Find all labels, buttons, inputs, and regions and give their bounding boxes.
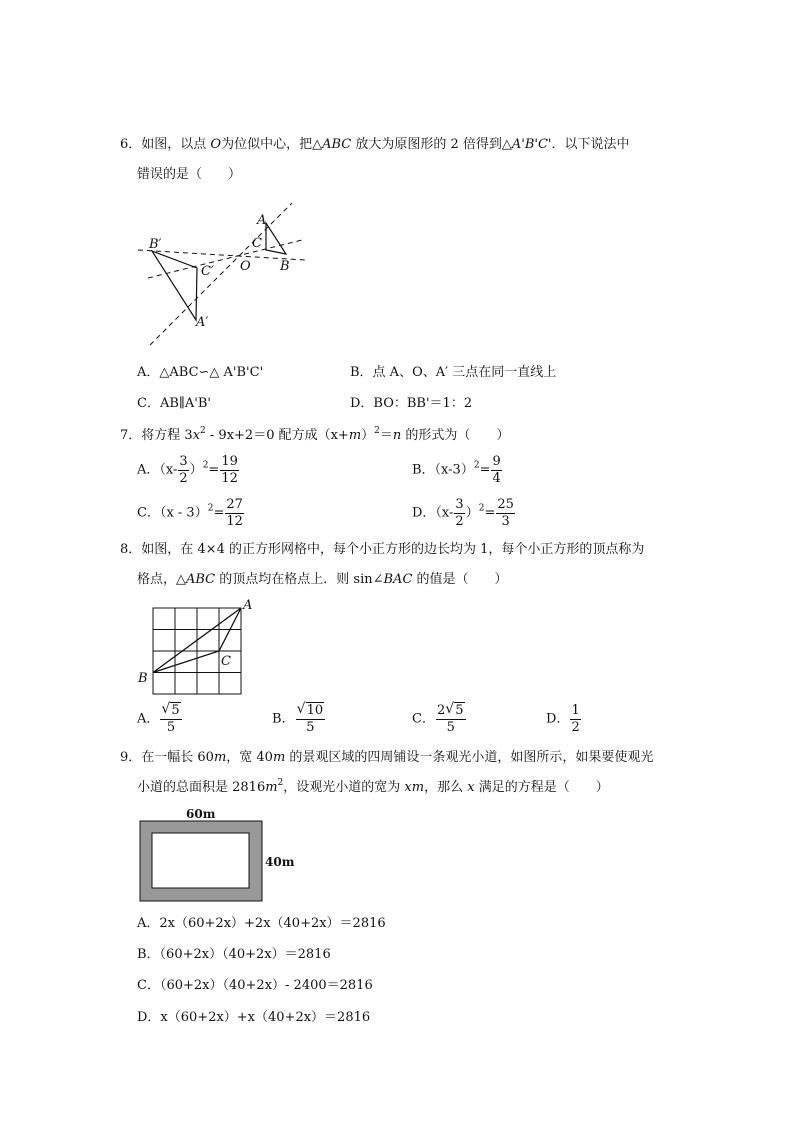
q9-width-label: 60m: [186, 807, 216, 821]
q8-grid: [153, 608, 241, 694]
q6-option-b[interactable]: B．点 A、O、A′ 三点在同一直线上: [350, 365, 557, 380]
q6-figure: [130, 200, 320, 355]
q6-label-a: A: [257, 213, 267, 228]
q9-stem-line2: 小道的总面积是 $2816m^2$，设观光小道的宽为 xm，那么 x 满足的方程是（ ）: [137, 778, 609, 795]
q6-option-c[interactable]: C．AB∥A'B': [137, 396, 211, 411]
q6-triangle-abc-prime: [152, 251, 197, 320]
q9-figure: [135, 804, 305, 904]
q8-option-b[interactable]: B． √ 10 5: [272, 701, 324, 735]
q6-stem-line2: 错误的是（ ）: [137, 167, 242, 182]
q6-label-b: B: [280, 259, 290, 274]
q6-label-b-prime: B′: [149, 237, 162, 252]
q8-option-c[interactable]: C． 2 √ 5 5: [412, 701, 464, 735]
q7-stem: 7．将方程 $3x^2 - 9x+2=0$ 配方成$(x+m)^2=n$ 的形式为（ ）: [120, 426, 510, 443]
q9-option-a[interactable]: A．2x（60+2x）+2x（40+2x）＝2816: [137, 916, 386, 931]
q8-stem-line2: 格点，△ABC 的顶点均在格点上．则 sin∠BAC 的值是（ ）: [137, 572, 508, 587]
q6-stem-line1: 6．如图，以点 O为位似中心，把△ABC 放大为原图形的 2 倍得到△A'B'C'．以下说法中: [120, 137, 630, 152]
q8-option-d[interactable]: D． $\frac{1}{2}$: [546, 703, 580, 735]
q8-stem-line1: 8．如图，在 4×4 的正方形网格中，每个小正方形的边长均为 1，每个小正方形的顶点称为: [120, 542, 645, 557]
q9-stem-line1: 9．在一幅长 60m，宽 40m 的景观区域的四周铺设一条观光小道，如图所示，如果要使观光: [120, 750, 654, 765]
q9-option-c[interactable]: C．（60+2x）（40+2x）- 2400＝2816: [137, 978, 373, 993]
q9-option-b[interactable]: B．（60+2x）（40+2x）＝2816: [137, 947, 331, 962]
q6-line-cc: [148, 240, 302, 278]
q6-label-a-prime: A′: [196, 315, 209, 330]
q6-label-o: O: [240, 259, 251, 274]
q6-option-d[interactable]: D．BO：BB'＝1：2: [350, 396, 473, 411]
q8-label-c: C: [221, 654, 231, 669]
q9-landscape-area: [152, 833, 249, 888]
q6-option-a[interactable]: A．△ABC∽△ A'B'C': [137, 365, 264, 380]
q7-option-a[interactable]: A．（x- $\frac{3}{2}$ ）$^2$= $\frac{19}{12}$: [137, 454, 238, 486]
q7-option-c[interactable]: C．（x - 3）$^2$= $\frac{27}{12}$: [137, 497, 243, 529]
q8-option-a[interactable]: A． √ 5 5: [137, 701, 180, 735]
q6-triangle-abc: [266, 223, 286, 254]
q9-option-d[interactable]: D．x（60+2x）+x（40+2x）＝2816: [137, 1010, 371, 1025]
q8-label-a: A: [243, 598, 253, 613]
q8-grid-figure: [134, 596, 256, 698]
q6-label-c-prime: C′: [201, 264, 214, 279]
q7-option-b[interactable]: B．$(x-3)^2=$ $\frac{9}{4}$: [412, 454, 501, 486]
q6-line-aa: [150, 203, 292, 345]
q9-height-label: 40m: [265, 855, 295, 869]
q8-label-b: B: [138, 671, 148, 686]
q6-label-c: C: [252, 236, 262, 251]
q7-option-d[interactable]: D．（x- $\frac{3}{2}$ ）$^2$= $\frac{25}{3}$: [412, 497, 514, 529]
